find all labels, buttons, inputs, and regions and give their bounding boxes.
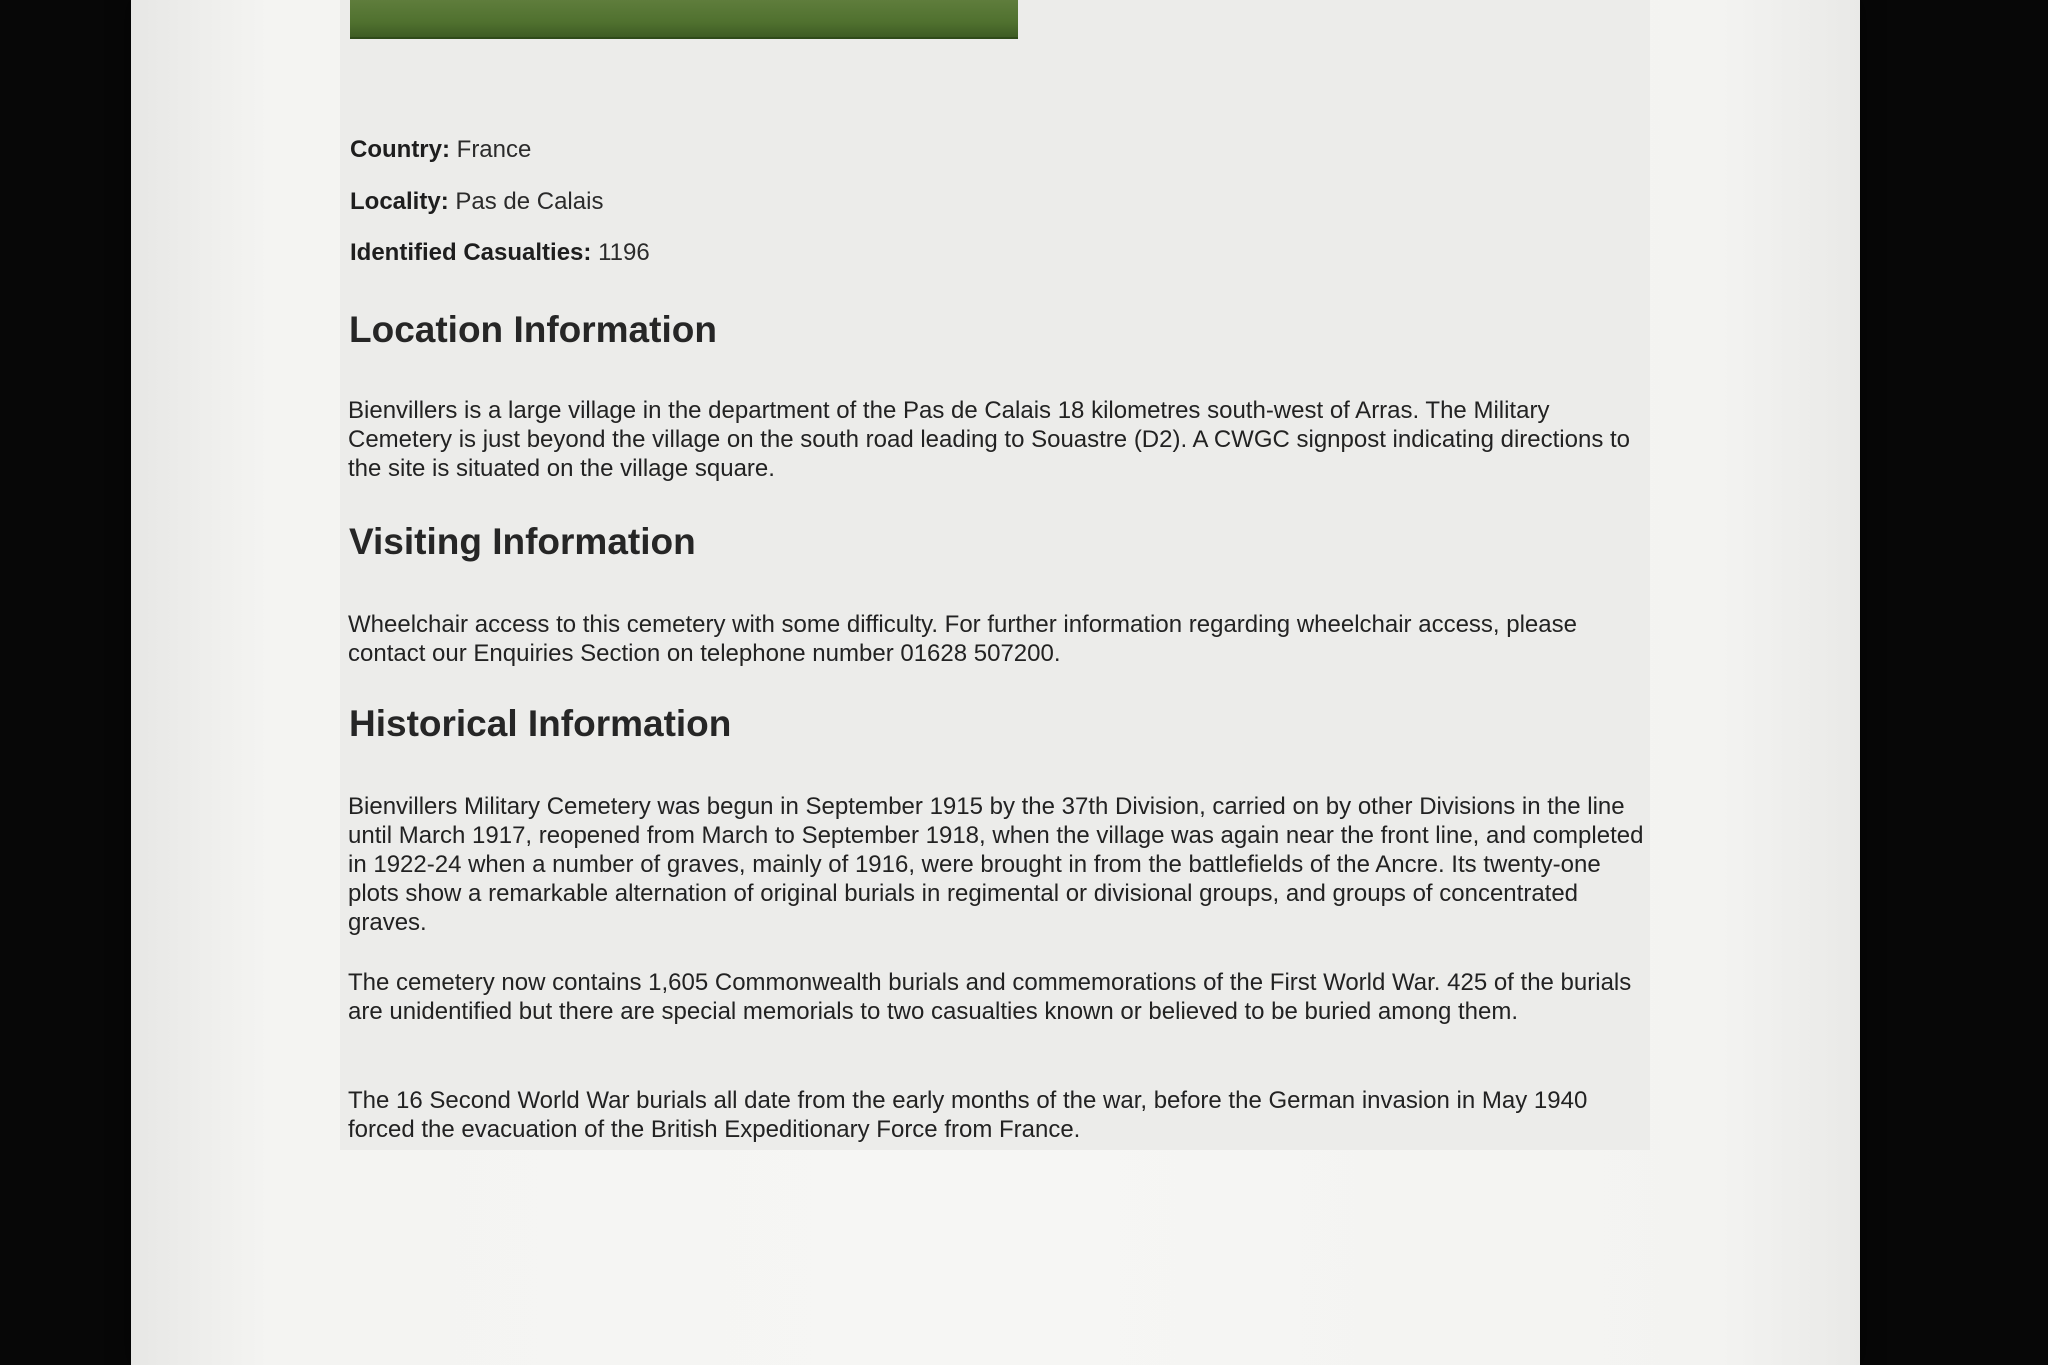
visiting-paragraph: Wheelchair access to this cemetery with some difficulty. For further information regarding wheelchair access, please contact our Enquiries Section on telephone number 01628 507200.: [348, 611, 1577, 667]
country-field: [350, 136, 531, 164]
visiting-heading: Visiting Information: [349, 521, 696, 562]
location-heading: Location Information: [349, 309, 717, 350]
casualties-label: Identified Casualties:: [350, 239, 592, 266]
casualties-value: 1196: [598, 239, 650, 266]
locality-label: Locality:: [350, 188, 449, 215]
locality-field: [350, 188, 603, 216]
historical-paragraph-1: Bienvillers Military Cemetery was begun in September 1915 by the 37th Division, carried on by other Divisions in the line until March 1917, reopened from March to September 1918, when the village was again near the front line, and completed in 1922-24 when a number of graves, mainly of 1916, were brought in from the battlefields of the Ancre. Its twenty-one plots show a remarkable alternation of original burials in regimental or divisional groups, and groups of concentrated graves.: [348, 793, 1644, 936]
country-label: Country:: [350, 136, 450, 163]
historical-paragraph-3: The 16 Second World War burials all date from the early months of the war, before the German invasion in May 1940 forced the evacuation of the British Expeditionary Force from France.: [348, 1087, 1588, 1143]
cemetery-photo: [350, 0, 1018, 39]
country-value: France: [456, 136, 532, 163]
historical-heading: Historical Information: [349, 703, 732, 744]
locality-value: Pas de Calais: [455, 188, 604, 215]
historical-paragraph-2: The cemetery now contains 1,605 Commonwealth burials and commemorations of the First World War. 425 of the burials are unidentified but there are special memorials to two casualties known or believed to be buried among them.: [348, 969, 1632, 1025]
casualties-field: [350, 239, 650, 267]
location-paragraph: Bienvillers is a large village in the department of the Pas de Calais 18 kilometres south-west of Arras. The Military Cemetery is just beyond the village on the south road leading to Souastre (D2). A CWGC signpost indicating directions to the site is situated on the village square.: [348, 397, 1631, 482]
